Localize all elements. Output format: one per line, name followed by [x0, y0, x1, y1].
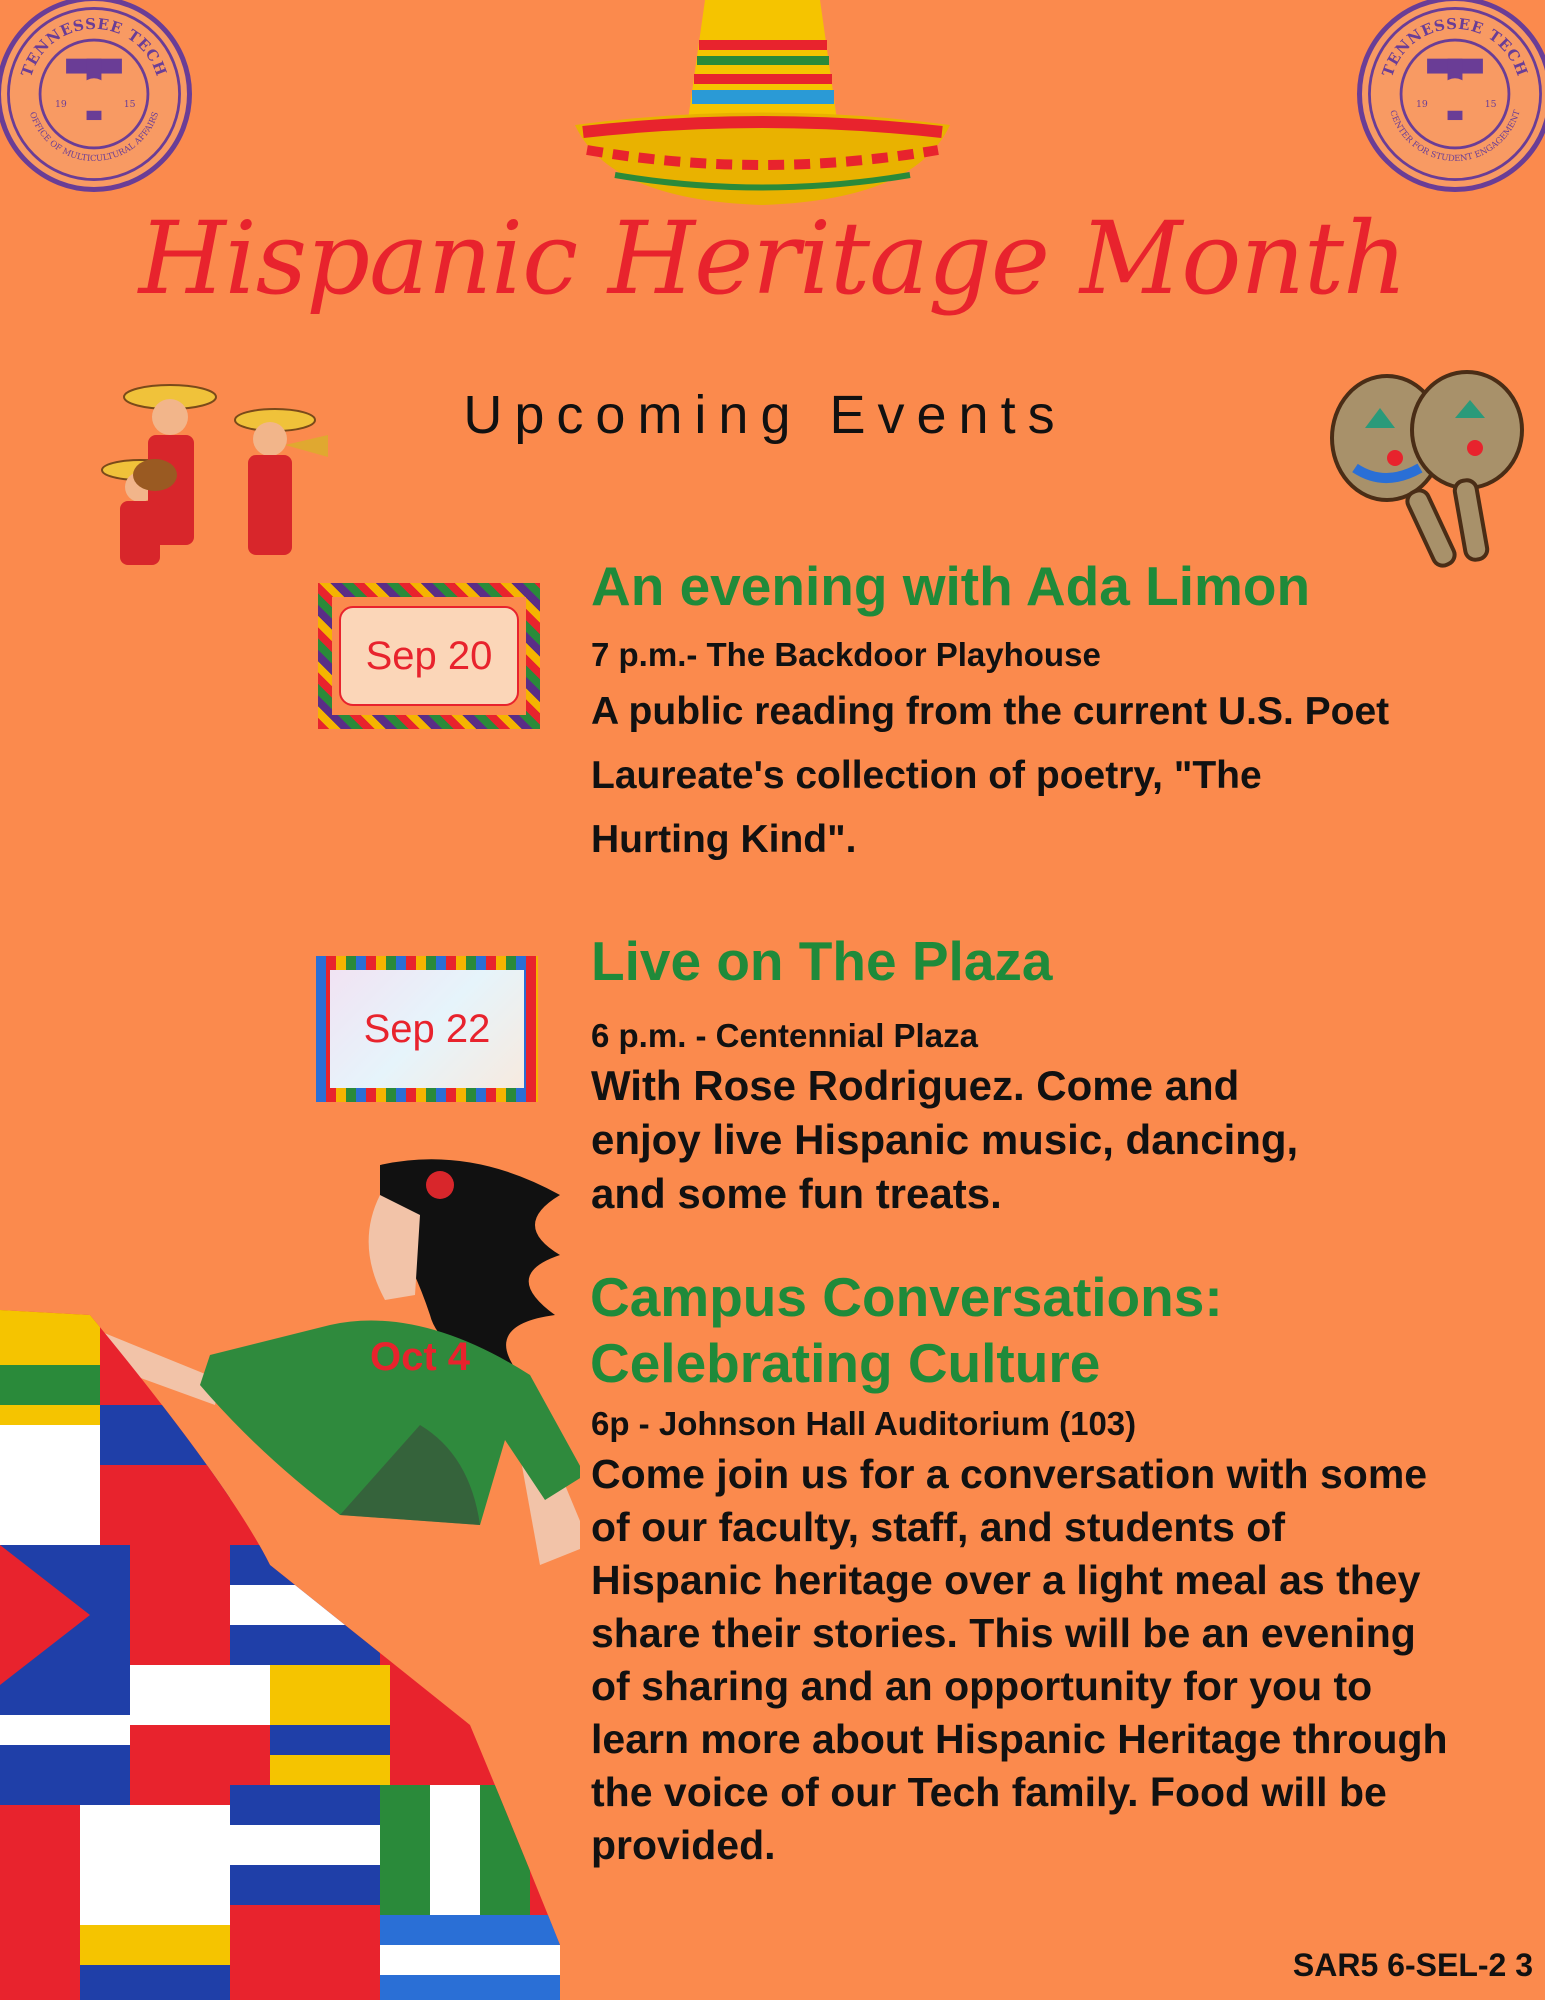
seal-right-name: TENNESSEE TECH — [1378, 14, 1532, 80]
event-1-title: An evening with Ada Limon — [591, 555, 1311, 617]
event-3-description: Come join us for a conversation with some of our faculty, staff, and students of Hispanic heritage over a light meal as they share their stories. This will be an evening of sharing and an opportunity for you to learn more about Hispanic Heritage through the voice of our Tech family. Food will be provided. — [591, 1451, 1448, 1868]
seal-left-year-left: 19 — [54, 99, 67, 111]
footer-code: SAR5 6-SEL-2 3 — [1292, 1947, 1533, 1983]
seal-right-graphic — [1362, 1, 1545, 187]
page-title: Hispanic Heritage Month — [138, 200, 1407, 317]
event-3-title-line1: Campus Conversations: — [590, 1266, 1223, 1328]
flamenco-dancer-icon — [0, 1125, 580, 2000]
event-3-title-line2: Celebrating Culture — [590, 1332, 1101, 1394]
event-2-date-badge — [316, 956, 538, 1102]
seal-right-year-right: 15 — [1484, 99, 1497, 111]
event-1-description: A public reading from the current U.S. Poet Laureate's collection of poetry, "The Hurting Kind". — [591, 690, 1390, 861]
event-1-time-location: 7 p.m.- The Backdoor Playhouse — [591, 636, 1101, 673]
seal-left-subtitle: OFFICE OF MULTICULTURAL AFFAIRS — [27, 110, 161, 164]
event-3-date: Oct 4 — [370, 1335, 471, 1379]
tennessee-tech-seal-left — [0, 0, 192, 192]
event-2-title: Live on The Plaza — [591, 930, 1053, 992]
seal-left-year-right: 15 — [123, 99, 136, 111]
event-3-time-location: 6p - Johnson Hall Auditorium (103) — [591, 1405, 1137, 1442]
event-2-description: With Rose Rodriguez. Come and enjoy live Hispanic music, dancing, and some fun treats. — [591, 1062, 1299, 1217]
maracas-icon — [1325, 368, 1535, 573]
tennessee-tech-seal-right — [1357, 0, 1545, 192]
seal-left-name: TENNESSEE TECH — [17, 14, 171, 80]
seal-right-year-left: 19 — [1415, 99, 1428, 111]
page-subtitle: Upcoming Events — [463, 385, 1067, 445]
seal-left-graphic — [1, 1, 187, 187]
event-1-date: Sep 20 — [339, 606, 519, 706]
seal-right-subtitle: CENTER FOR STUDENT ENGAGEMENT — [1388, 108, 1522, 164]
event-1-date-badge — [318, 583, 540, 729]
mariachi-band-icon — [100, 375, 330, 575]
event-2-date: Sep 22 — [363, 1006, 491, 1051]
event-2-time-location: 6 p.m. - Centennial Plaza — [591, 1017, 978, 1054]
sombrero-icon — [575, 0, 950, 210]
